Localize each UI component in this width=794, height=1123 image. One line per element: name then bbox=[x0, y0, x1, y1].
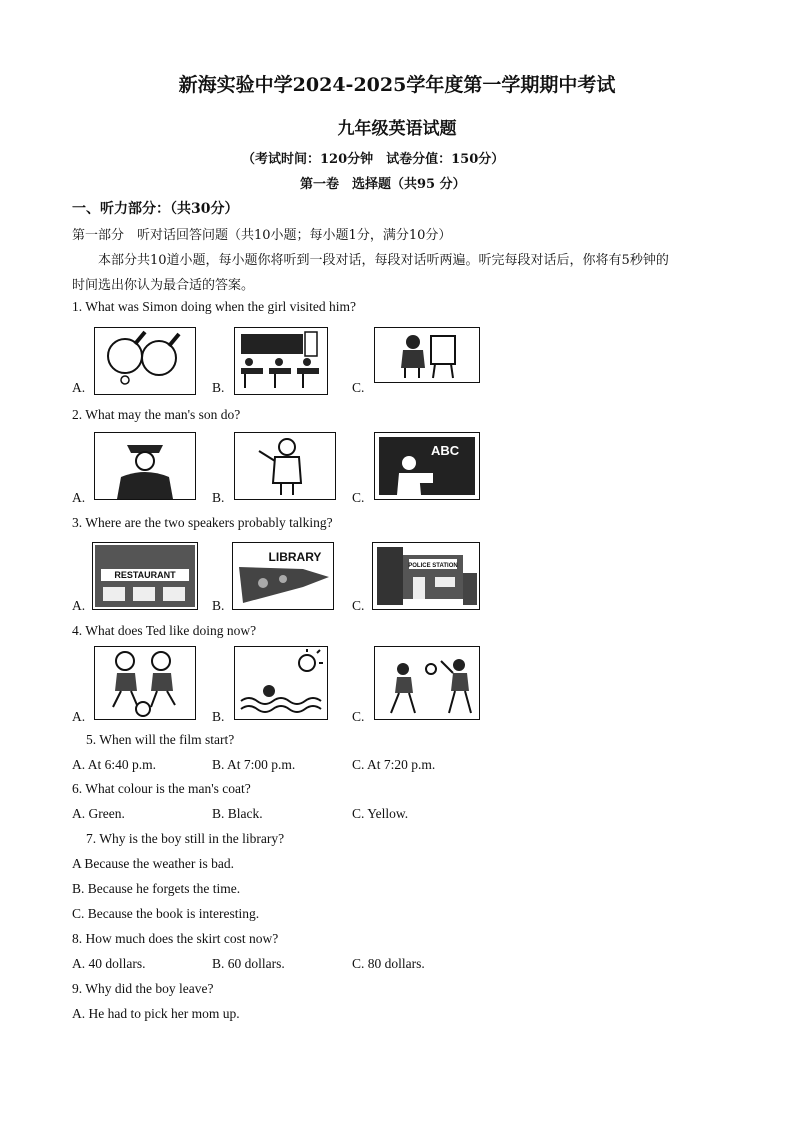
option-b: B. At 7:00 p.m. bbox=[212, 757, 296, 772]
exam-subtitle: 九年级英语试题 bbox=[337, 119, 457, 139]
painting-boy-icon bbox=[374, 327, 480, 383]
option-b: B. Black. bbox=[212, 806, 263, 821]
exam-title: 新海实验中学2024-2025学年度第一学期期中考试 bbox=[178, 74, 616, 96]
option-a: A Because the weather is bad. bbox=[72, 856, 234, 871]
police-station-icon bbox=[372, 542, 480, 610]
question-9: 9. Why did the boy leave? bbox=[72, 981, 214, 996]
doctor-icon bbox=[234, 432, 336, 500]
classroom-icon bbox=[234, 327, 328, 395]
question-7: 7. Why is the boy still in the library? bbox=[86, 831, 285, 846]
option-label: C. bbox=[352, 490, 365, 505]
part1-heading: 第一部分 听对话回答问题（共10小题；每小题1分，满分10分） bbox=[72, 228, 452, 243]
option-label: B. bbox=[212, 709, 225, 724]
option-b: B. Because he forgets the time. bbox=[72, 881, 241, 896]
option-a: A. 40 dollars. bbox=[72, 956, 146, 971]
option-label: A. bbox=[72, 709, 86, 724]
option-a: A. He had to pick her mom up. bbox=[72, 1006, 240, 1021]
soccer-kids-icon bbox=[94, 646, 196, 720]
option-label: B. bbox=[212, 380, 225, 395]
option-c: C. Because the book is interesting. bbox=[72, 906, 260, 921]
question-5: 5. When will the film start? bbox=[86, 732, 235, 747]
swimming-icon bbox=[234, 646, 328, 720]
option-a: A. At 6:40 p.m. bbox=[72, 757, 157, 772]
option-label: C. bbox=[352, 380, 365, 395]
option-c: C. 80 dollars. bbox=[352, 956, 425, 971]
instruction-line-1: 本部分共10道小题，每小题你将听到一段对话，每段对话听两遍。听完每段对话后，你将有5秒钟的 bbox=[98, 253, 669, 268]
abc-text: ABC bbox=[431, 443, 460, 458]
option-c: C. At 7:20 p.m. bbox=[352, 757, 436, 772]
table-tennis-paddles-icon bbox=[94, 327, 196, 395]
restaurant-icon bbox=[92, 542, 198, 610]
question-4: 4. What does Ted like doing now? bbox=[72, 623, 257, 638]
volume-heading: 第一卷 选择题（共95 分） bbox=[300, 177, 466, 192]
option-label: C. bbox=[352, 709, 365, 724]
restaurant-sign-text: RESTAURANT bbox=[114, 570, 176, 580]
teacher-blackboard-icon bbox=[374, 432, 480, 500]
question-6: 6. What colour is the man's coat? bbox=[72, 781, 251, 796]
police-officer-icon bbox=[94, 432, 196, 500]
library-sign-icon bbox=[232, 542, 334, 610]
option-label: B. bbox=[212, 490, 225, 505]
option-label: A. bbox=[72, 490, 86, 505]
question-3: 3. Where are the two speakers probably talking? bbox=[72, 515, 333, 530]
question-2: 2. What may the man's son do? bbox=[72, 407, 241, 422]
section-heading: 一、听力部分：（共30分） bbox=[72, 201, 239, 217]
option-b: B. 60 dollars. bbox=[212, 956, 285, 971]
option-label: A. bbox=[72, 598, 86, 613]
question-1: 1. What was Simon doing when the girl visited him? bbox=[72, 299, 356, 314]
instruction-line-2: 时间选出你认为最合适的答案。 bbox=[72, 278, 255, 293]
option-label: C. bbox=[352, 598, 365, 613]
option-a: A. Green. bbox=[72, 806, 125, 821]
option-c: C. Yellow. bbox=[352, 806, 409, 821]
exam-info: （考试时间：120分钟 试卷分值：150分） bbox=[242, 152, 505, 167]
option-label: B. bbox=[212, 598, 225, 613]
volleyball-icon bbox=[374, 646, 480, 720]
option-label: A. bbox=[72, 380, 86, 395]
police-sign-text: POLICE STATION bbox=[408, 563, 458, 569]
library-text: LIBRARY bbox=[268, 550, 322, 564]
question-8: 8. How much does the skirt cost now? bbox=[72, 931, 279, 946]
